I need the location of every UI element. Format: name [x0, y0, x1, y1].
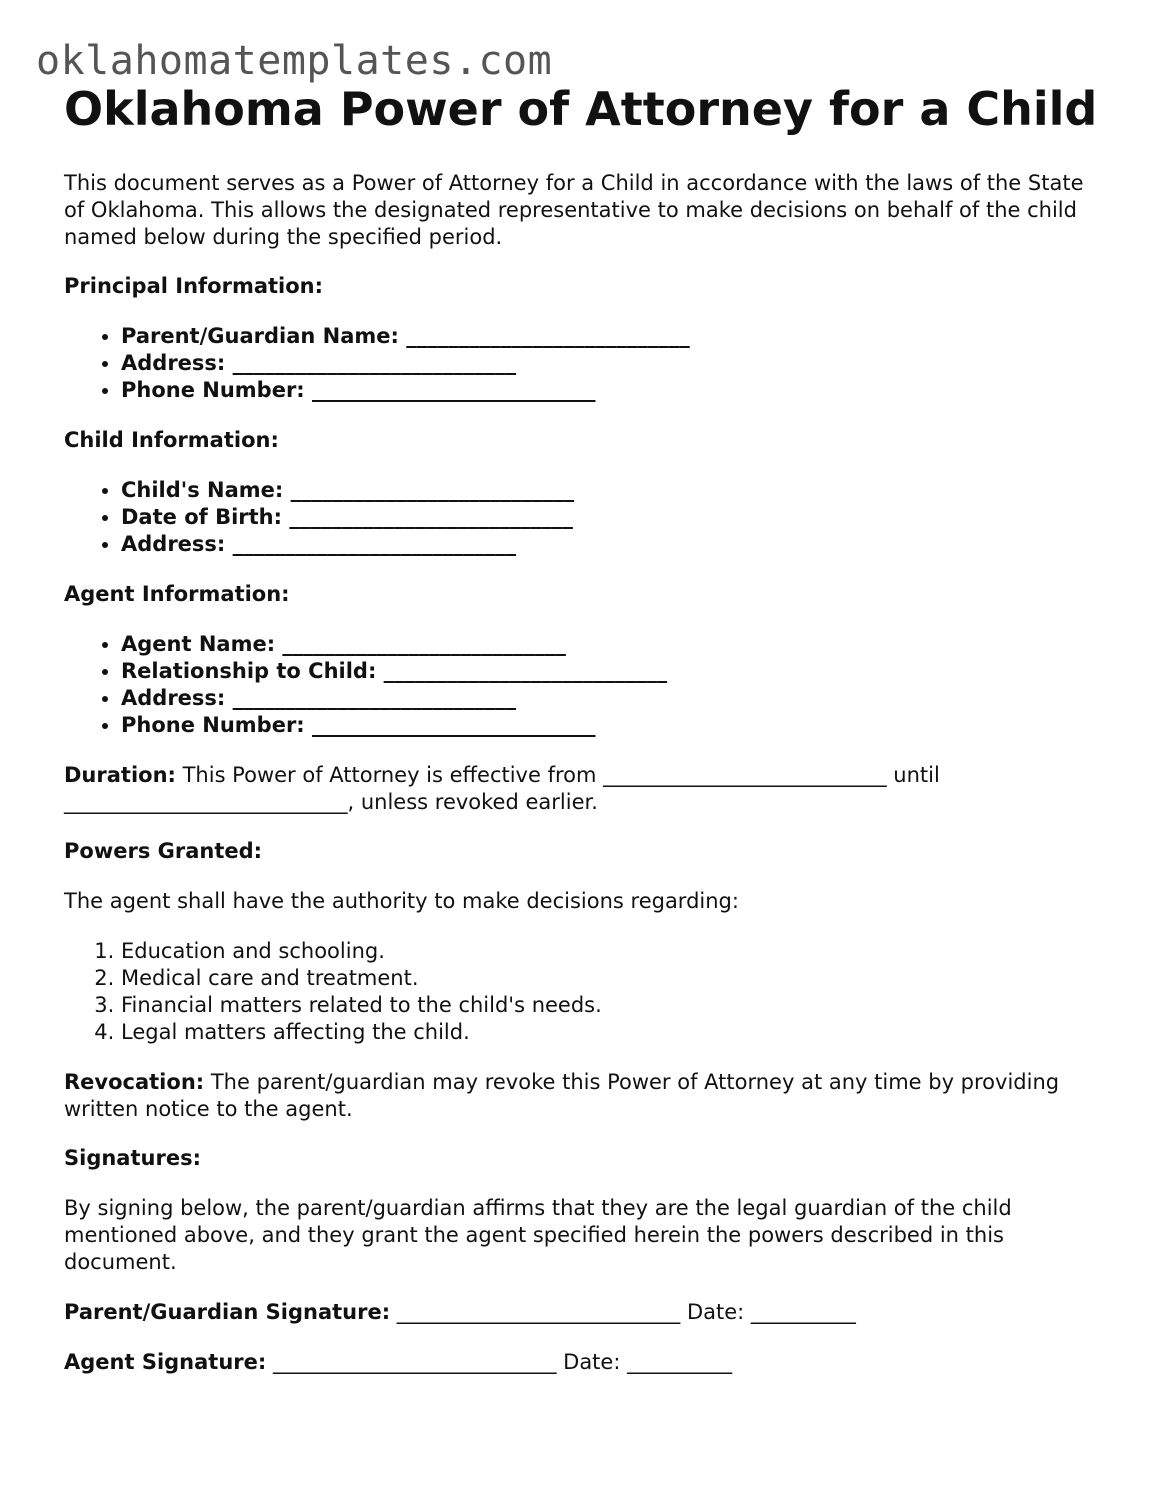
agent-relationship-field: • Relationship to Child: ___________________________ [121, 658, 1104, 685]
revocation-paragraph [64, 1069, 1104, 1123]
agent-signature-label: Agent Signature: [64, 1350, 267, 1374]
signatures-paragraph: By signing below, the parent/guardian affirms that they are the legal guardian of the child mentioned above, and they grant the agent specified herein the powers described in this document. [64, 1196, 1012, 1274]
agent-signature-blank: ___________________________ Date: __________ [266, 1350, 733, 1374]
intro-paragraph: This document serves as a Power of Attorney for a Child in accordance with the laws of the State of Oklahoma. This allows the designated representative to make decisions on behalf of the child named below during the specified period. [64, 171, 1084, 249]
parent-signature-blank: ___________________________ Date: __________ [390, 1300, 856, 1324]
agent-address-field: • Address: ___________________________ [121, 685, 1104, 712]
revocation-text: The parent/guardian may revoke this Power of Attorney at any time by providing written notice to the agent. [64, 1070, 1060, 1121]
child-list [64, 477, 1104, 558]
child-address-field: • Address: ___________________________ [121, 531, 1104, 558]
powers-intro: The agent shall have the authority to make decisions regarding: [64, 889, 739, 913]
agent-name-field: • Agent Name: ___________________________ [121, 631, 1104, 658]
document-title: Oklahoma Power of Attorney for a Child [64, 82, 1098, 136]
agent-list [64, 631, 1104, 739]
power-item-education: 1. Education and schooling. [121, 938, 1104, 965]
child-name-field: • Child's Name: ___________________________ [121, 477, 1104, 504]
principal-heading: Principal Information: [64, 274, 324, 298]
duration-text: This Power of Attorney is effective from ___________________________ until ___________________________, unless revoked earlier. [64, 763, 940, 814]
watermark: oklahomatemplates.com [36, 38, 553, 84]
agent-heading: Agent Information: [64, 582, 290, 606]
power-item-financial: 3. Financial matters related to the child's needs. [121, 992, 1104, 1019]
powers-heading: Powers Granted: [64, 839, 263, 863]
child-dob-field: • Date of Birth: ___________________________ [121, 504, 1104, 531]
power-item-medical: 2. Medical care and treatment. [121, 965, 1104, 992]
document [64, 82, 1104, 1376]
duration-paragraph [64, 762, 1104, 816]
principal-name-field: • Parent/Guardian Name: ___________________________ [121, 323, 1104, 350]
powers-list [64, 938, 1104, 1046]
signatures-heading: Signatures: [64, 1146, 201, 1170]
principal-list [64, 323, 1104, 404]
duration-label: Duration: [64, 763, 176, 787]
parent-signature-label: Parent/Guardian Signature: [64, 1300, 391, 1324]
revocation-label: Revocation: [64, 1070, 205, 1094]
agent-phone-field: • Phone Number: ___________________________ [121, 712, 1104, 739]
agent-signature-line [64, 1349, 1104, 1376]
principal-address-field: • Address: ___________________________ [121, 350, 1104, 377]
principal-phone-field: • Phone Number: ___________________________ [121, 377, 1104, 404]
parent-signature-line [64, 1299, 1104, 1326]
power-item-legal: 4. Legal matters affecting the child. [121, 1019, 1104, 1046]
child-heading: Child Information: [64, 428, 279, 452]
